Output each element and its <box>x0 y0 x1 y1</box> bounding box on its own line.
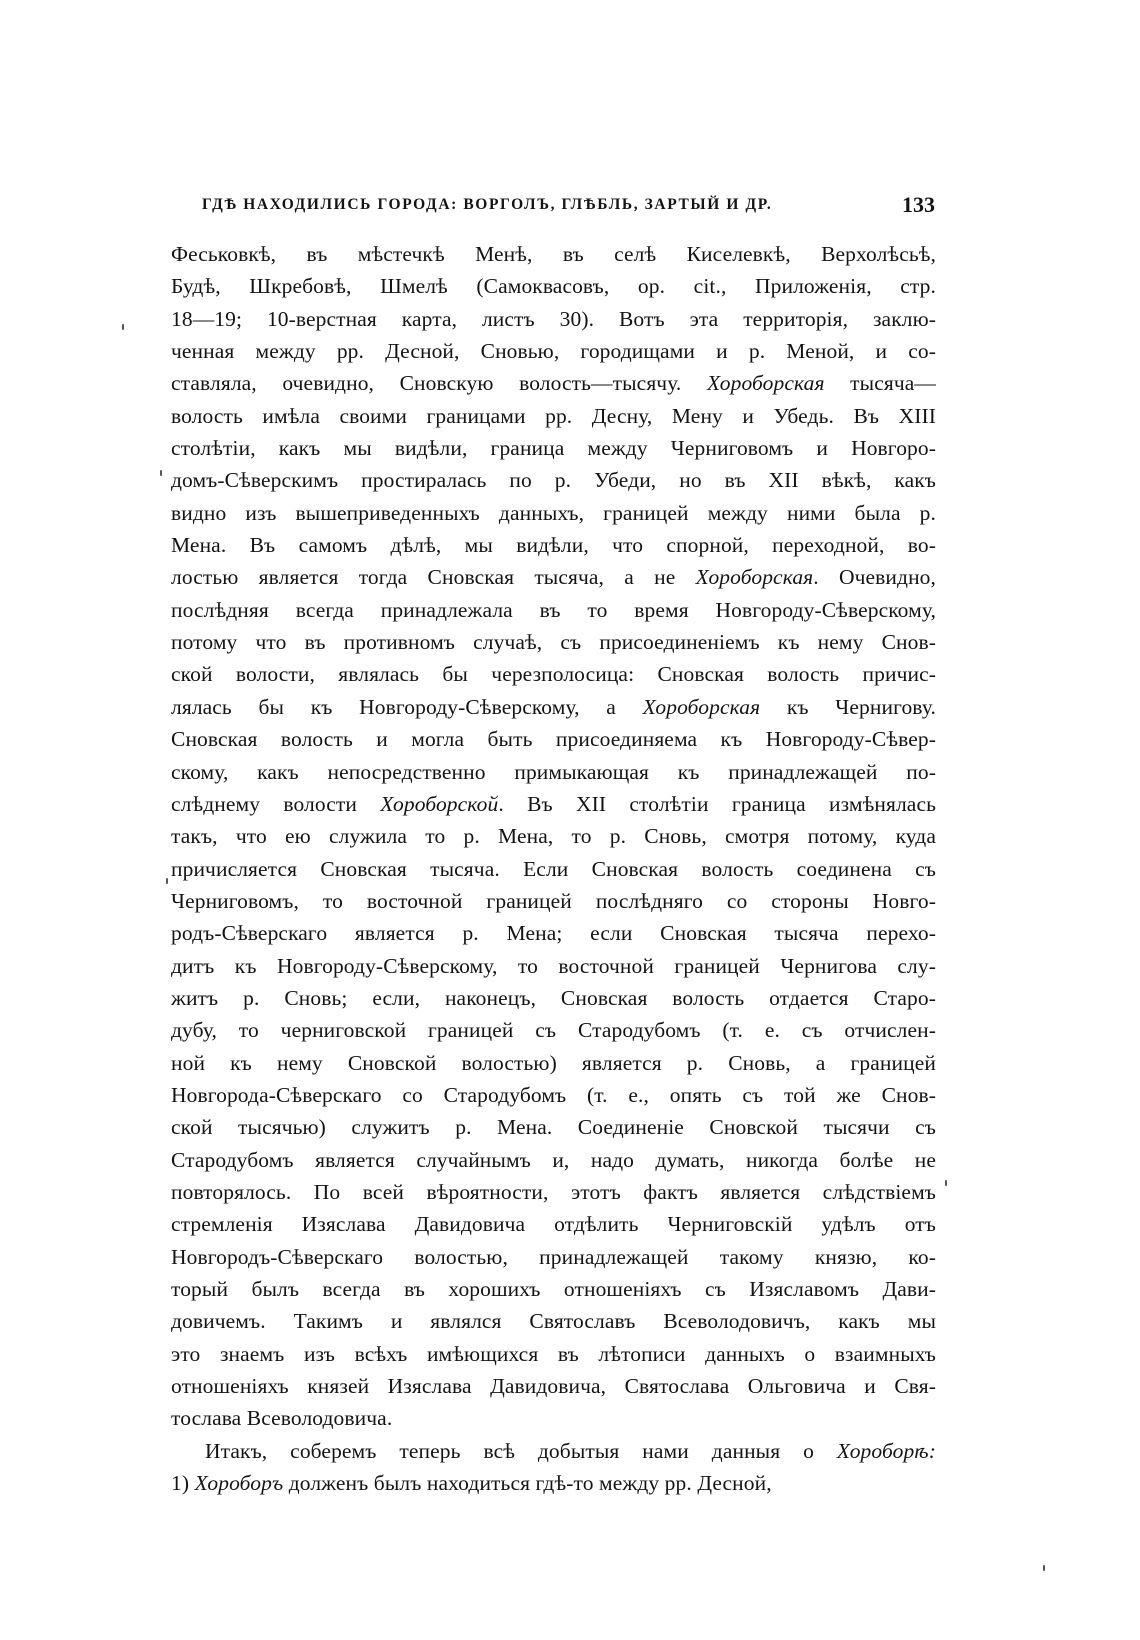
text-run: ченная между рр. Десной, Сновью, городищами и р. Меной, и со- <box>171 339 936 364</box>
text-line <box>171 658 936 690</box>
text-line <box>171 464 936 496</box>
text-line <box>171 1111 936 1143</box>
text-line <box>171 400 936 432</box>
text-run: дубу, то черниговской границей съ Стародубомъ (т. е. съ отчислен- <box>171 1018 936 1043</box>
text-line <box>171 691 936 723</box>
text-line <box>171 1241 936 1273</box>
running-title: ГДѢ НАХОДИЛИСЬ ГОРОДА: ВОРГОЛЪ, ГЛѢБЛЬ, ЗАРТЫЙ И ДР. <box>202 196 773 213</box>
text-line <box>171 1467 936 1499</box>
text-run: это знаемъ изъ всѣхъ имѣющихся въ лѣтописи данныхъ о взаимныхъ <box>171 1341 936 1366</box>
text-line <box>171 561 936 593</box>
page-number: 133 <box>902 192 935 217</box>
text-line <box>171 594 936 626</box>
text-run: 1) <box>171 1471 195 1496</box>
scan-speck <box>945 1180 947 1186</box>
text-run: причисляется Сновская тысяча. Если Сновская волость соединена съ <box>171 856 936 881</box>
text-run: Феськовкѣ, въ мѣстечкѣ Менѣ, въ селѣ Киселевкѣ, Верхолѣсьѣ, <box>171 242 936 266</box>
text-run: Итакъ, соберемъ теперь всѣ добытыя нами данныя о <box>205 1438 837 1463</box>
scan-speck <box>160 470 162 476</box>
text-run: слѣднему волости <box>171 791 381 816</box>
text-run: отношеніяхъ князей Изяслава Давидовича, Святослава Ольговича и Свя- <box>171 1374 936 1399</box>
text-line <box>171 529 936 561</box>
text-run: ной къ нему Сновской волостью) является р. Сновь, а границей <box>171 1050 936 1075</box>
text-run: ставляла, очевидно, Сновскую волость—тысячу. <box>171 371 707 396</box>
text-run: потому что въ противномъ случаѣ, съ присоединеніемъ къ нему Снов- <box>171 630 936 655</box>
running-head <box>190 192 935 222</box>
text-run: торый былъ всегда въ хорошихъ отношеніяхъ съ Изяславомъ Дави- <box>171 1277 936 1301</box>
text-run: довичемъ. Такимъ и являлся Святославъ Всеволодовичъ, какъ мы <box>171 1309 936 1334</box>
text-line <box>171 788 936 820</box>
text-line <box>171 1338 936 1370</box>
text-run: видно изъ вышеприведенныхъ данныхъ, границей между ними была р. <box>171 500 936 525</box>
scan-speck <box>122 324 124 330</box>
text-line <box>171 1144 936 1176</box>
text-run: стремленія Изяслава Давидовича отдѣлить Черниговскій удѣлъ отъ <box>171 1212 936 1237</box>
text-run: долженъ былъ находиться гдѣ-то между рр. Десной, <box>283 1471 772 1496</box>
text-line <box>171 1273 936 1305</box>
text-line <box>171 303 936 335</box>
text-run: Новгорода-Сѣверскаго со Стародубомъ (т. е., опять съ той же Снов- <box>171 1082 936 1107</box>
italic-term: Хороборская <box>695 565 814 590</box>
text-line <box>171 1208 936 1240</box>
text-line <box>171 1370 936 1402</box>
text-run: къ Чернигову. <box>760 694 936 719</box>
body-text <box>171 238 936 1499</box>
text-run: житъ р. Сновь; если, наконецъ, Сновская волость отдается Старо- <box>171 985 936 1010</box>
text-run: волость имѣла своими границами рр. Десну, Мену и Убедь. Въ XIII <box>171 403 936 428</box>
text-line <box>171 982 936 1014</box>
text-line <box>171 497 936 529</box>
italic-term: Хороборской <box>380 791 499 816</box>
text-line <box>171 1305 936 1337</box>
text-run: Мена. Въ самомъ дѣлѣ, мы видѣли, что спорной, переходной, во- <box>171 533 936 558</box>
text-run: лостью является тогда Сновская тысяча, а не <box>171 565 696 590</box>
text-run: Будѣ, Шкребовѣ, Шмелѣ (Самоквасовъ, ор. cit., Приложенія, стр. <box>171 274 936 299</box>
text-run: Сновская волость и могла быть присоединяема къ Новгороду-Сѣвер- <box>171 727 936 752</box>
text-line <box>171 885 936 917</box>
text-run: столѣтіи, какъ мы видѣли, граница между Черниговомъ и Новгоро- <box>171 436 936 461</box>
text-run: послѣдняя всегда принадлежала въ то время Новгороду-Сѣверскому, <box>171 597 936 622</box>
text-run: скому, какъ непосредственно примыкающая къ принадлежащей по- <box>171 759 936 784</box>
text-line <box>171 626 936 658</box>
text-line <box>171 1176 936 1208</box>
text-run: домъ-Сѣверскимъ простиралась по р. Убеди, но въ XII вѣкѣ, какъ <box>171 468 936 493</box>
text-run: дитъ къ Новгороду-Сѣверскому, то восточной границей Чернигова слу- <box>171 953 936 978</box>
text-run: Черниговомъ, то восточной границей послѣдняго со стороны Новго- <box>171 888 936 913</box>
text-line <box>171 367 936 399</box>
text-line <box>171 1047 936 1079</box>
text-line <box>171 756 936 788</box>
scan-speck <box>166 878 168 884</box>
text-run: лялась бы къ Новгороду-Сѣверскому, а <box>171 694 643 719</box>
text-run: повторялось. По всей вѣроятности, этотъ фактъ является слѣдствіемъ <box>171 1179 936 1204</box>
text-line <box>171 238 936 270</box>
text-line <box>171 853 936 885</box>
text-line <box>171 1402 936 1434</box>
text-run: ской волости, являлась бы черезполосица: Сновская волость причис- <box>171 662 936 687</box>
scan-speck <box>1043 1565 1045 1571</box>
italic-term: Хороборъ <box>194 1471 284 1496</box>
text-line <box>171 335 936 367</box>
text-line <box>171 917 936 949</box>
text-run: Стародубомъ является случайнымъ и, надо думать, никогда болѣе не <box>171 1147 936 1172</box>
text-run: такъ, что ею служила то р. Мена, то р. Сновь, смотря потому, куда <box>171 824 936 849</box>
text-run: . Очевидно, <box>813 565 936 590</box>
text-run: Новгородъ-Сѣверскаго волостью, принадлежащей такому князю, ко- <box>171 1244 936 1269</box>
text-run: тослава Всеволодовича. <box>171 1406 393 1431</box>
text-line <box>171 723 936 755</box>
italic-term: Хороборская <box>706 371 825 396</box>
text-line <box>171 1014 936 1046</box>
text-line <box>171 432 936 464</box>
text-run: тысяча— <box>824 371 937 396</box>
text-line <box>171 1079 936 1111</box>
text-run: родъ-Сѣверскаго является р. Мена; если Сновская тысяча перехо- <box>171 921 936 946</box>
text-run: . Въ XII столѣтіи граница измѣнялась <box>498 791 936 816</box>
text-run: 18—19; 10-верстная карта, листъ 30). Вотъ эта территорія, заклю- <box>171 306 936 331</box>
text-line <box>171 1435 936 1467</box>
text-run: ской тысячью) служитъ р. Мена. Соединеніе Сновской тысячи съ <box>171 1115 936 1140</box>
text-line <box>171 950 936 982</box>
text-line <box>171 820 936 852</box>
italic-term: Хороборѣ: <box>836 1438 936 1463</box>
text-line <box>171 270 936 302</box>
italic-term: Хороборская <box>642 694 761 719</box>
